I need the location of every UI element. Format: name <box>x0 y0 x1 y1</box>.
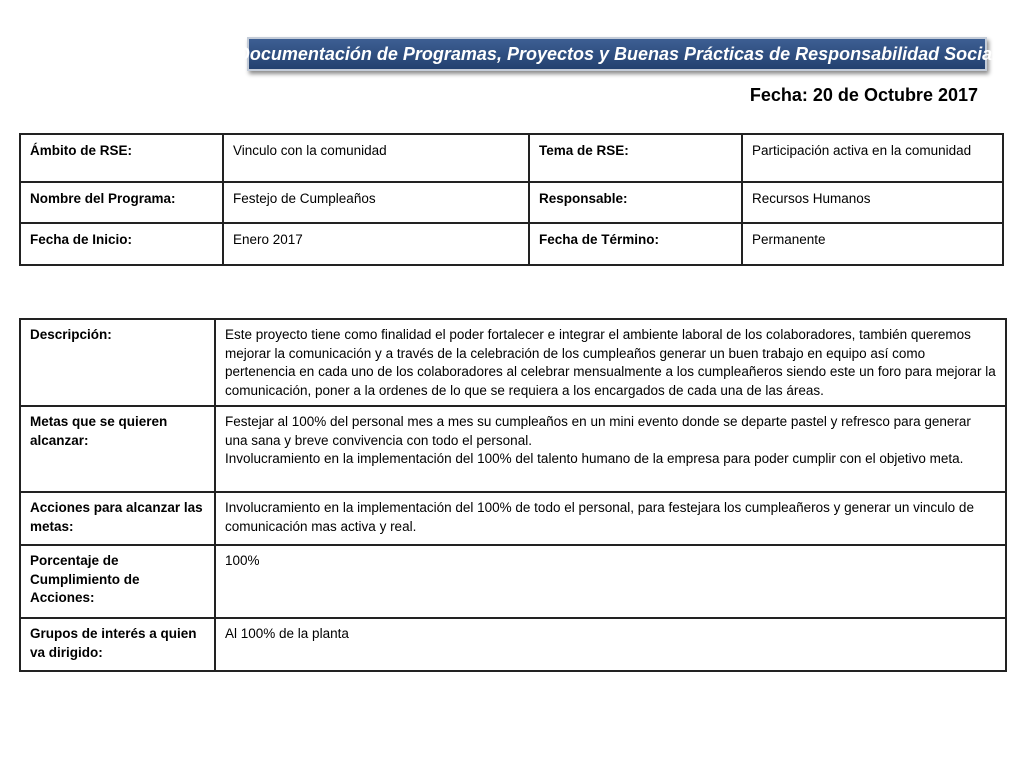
title-banner <box>236 37 998 71</box>
label-cell: Fecha de Inicio: <box>20 223 223 265</box>
table-row <box>20 545 1006 618</box>
goals-value <box>215 406 1006 492</box>
report-date: Fecha: 20 de Octubre 2017 <box>749 85 978 105</box>
goals-line-2: Involucramiento en la implementación del 100% del talento humano de la empresa para poder cumplir con el objetivo meta. <box>225 451 964 466</box>
compliance-label: Porcentaje de Cumplimiento de Acciones: <box>20 545 215 618</box>
stakeholders-value: Al 100% de la planta <box>215 618 1006 671</box>
goals-label: Metas que se quieren alcanzar: <box>20 406 215 492</box>
table-row <box>20 618 1006 671</box>
table-row <box>20 223 1003 265</box>
page-title: Documentación de Programas, Proyectos y Buenas Prácticas de Responsabilidad Social <box>236 43 998 64</box>
description-label: Descripción: <box>20 319 215 406</box>
table-row <box>20 319 1006 406</box>
stakeholders-label: Grupos de interés a quien va dirigido: <box>20 618 215 671</box>
description-value: Este proyecto tiene como finalidad el poder fortalecer e integrar el ambiente laboral de los colaboradores, también queremos mejorar la comunicación y a través de la celebración de los cumpleaños generar un buen trabajo en equipo así como pertenencia en cada uno de los colaboradores al celebrar mensualmente a los cumpleañeros siendo este un foro para mejorar la comunicación, poner a la ordenes de lo que se requiera a los encargados de cada una de las áreas. <box>215 319 1006 406</box>
value-cell: Participación activa en la comunidad <box>742 134 1003 182</box>
value-cell: Festejo de Cumpleaños <box>223 182 529 223</box>
info-table <box>19 133 1004 266</box>
table-row <box>20 134 1003 182</box>
label-cell: Ámbito de RSE: <box>20 134 223 182</box>
goals-line-1: Festejar al 100% del personal mes a mes su cumpleaños en un mini evento donde se departe pastel y refresco para generar una sana y breve convivencia con todo el personal. <box>225 414 971 448</box>
actions-label: Acciones para alcanzar las metas: <box>20 492 215 545</box>
label-cell: Nombre del Programa: <box>20 182 223 223</box>
value-cell: Permanente <box>742 223 1003 265</box>
label-cell: Fecha de Término: <box>529 223 742 265</box>
value-cell: Recursos Humanos <box>742 182 1003 223</box>
label-cell: Responsable: <box>529 182 742 223</box>
value-cell: Vinculo con la comunidad <box>223 134 529 182</box>
table-row <box>20 492 1006 545</box>
label-cell: Tema de RSE: <box>529 134 742 182</box>
actions-value: Involucramiento en la implementación del 100% de todo el personal, para festejara los cumpleañeros y generar un vinculo de comunicación mas activa y real. <box>215 492 1006 545</box>
table-row <box>20 406 1006 492</box>
details-table <box>19 318 1007 672</box>
value-cell: Enero 2017 <box>223 223 529 265</box>
compliance-value: 100% <box>215 545 1006 618</box>
table-row <box>20 182 1003 223</box>
